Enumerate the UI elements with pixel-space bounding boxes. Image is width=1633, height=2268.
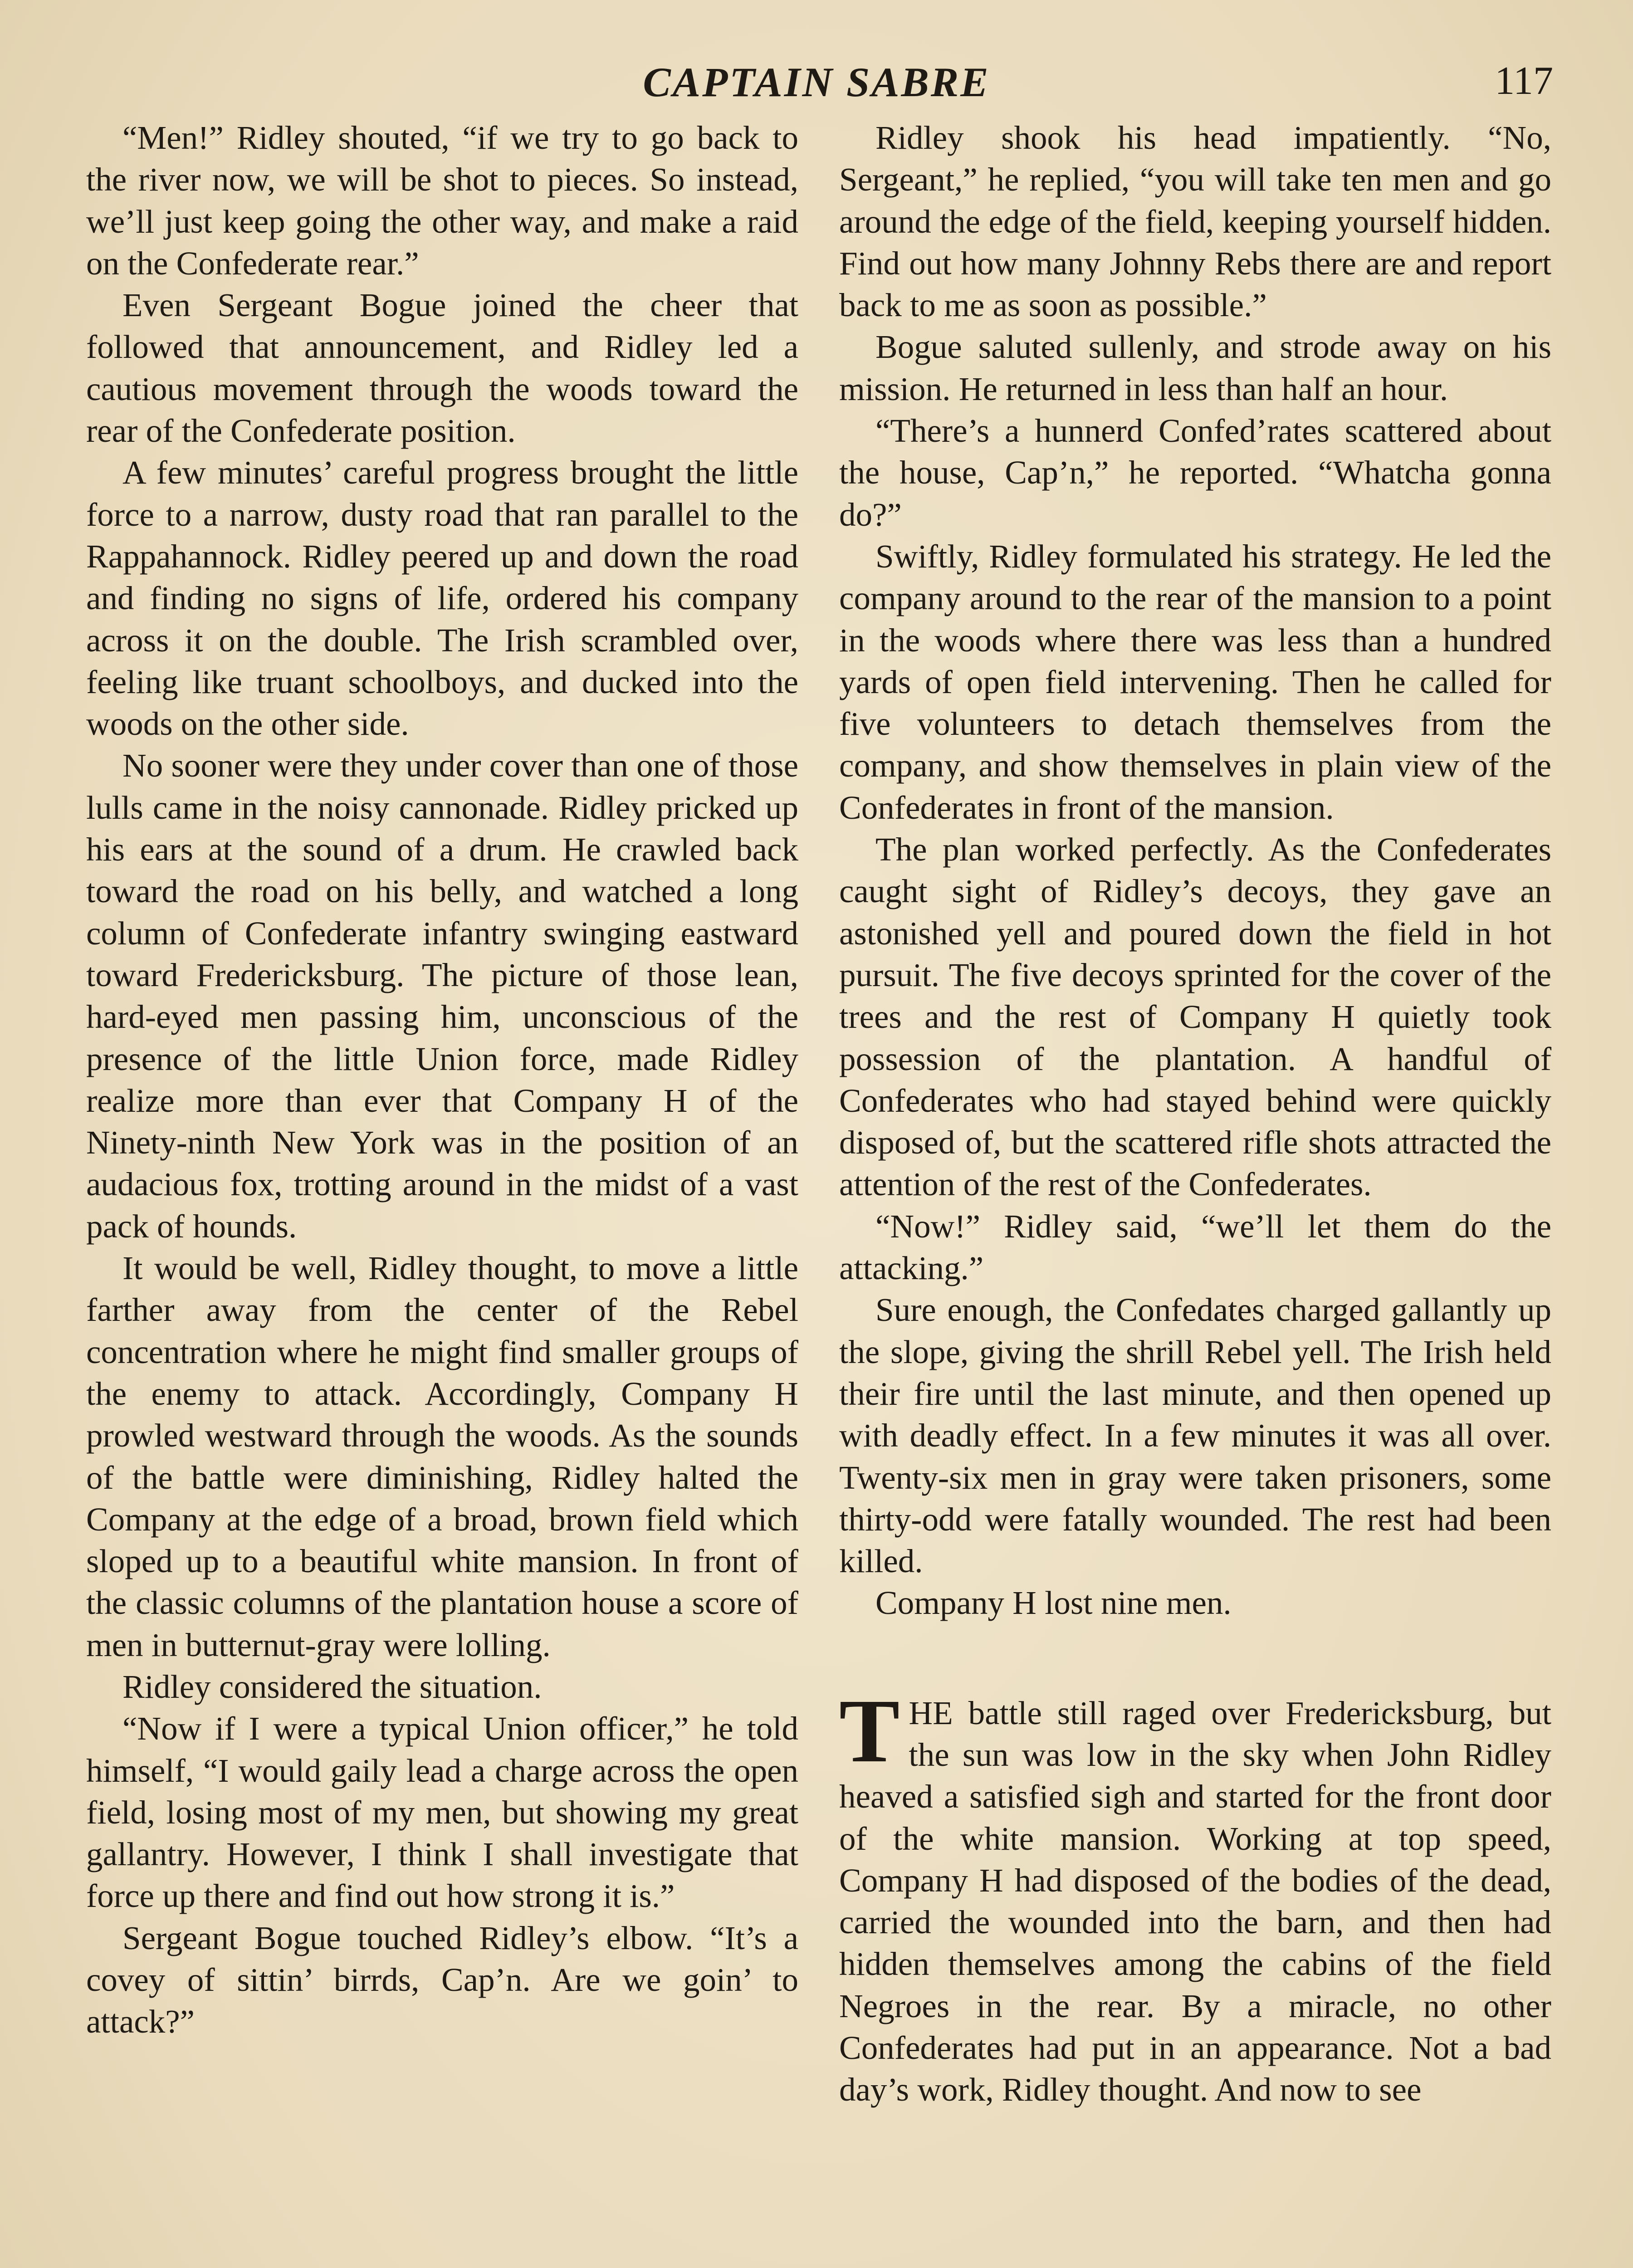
paragraph: Ridley considered the situation.: [122, 1668, 542, 1705]
paragraph: “Now!” Ridley said, “we’ll let them do the attacking.”: [839, 1207, 1551, 1287]
paragraph: “There’s a hunnerd Confed’rates scattered about the house, Cap’n,” he reported. “Whatcha gonna do?”: [839, 412, 1551, 533]
paragraph: “Men!” Ridley shouted, “if we try to go back to the river now, we will be shot to pieces. So instead, we’ll just keep going the other way, and make a raid on the Confederate rear.”: [86, 119, 798, 282]
paragraph: The plan worked perfectly. As the Confederates caught sight of Ridley’s decoys, they gave an astonished yell and poured down the field in hot pursuit. The five decoys sprinted for the cover of the trees and the rest of Company H quietly took possession of the plantation. A handful of Confederates who had stayed behind were quickly disposed of, but the scattered rifle shots attracted the attention of the rest of the Confederates.: [839, 831, 1551, 1203]
section-start-paragraph: [839, 1681, 1551, 2111]
left-column: [86, 117, 798, 2268]
paragraph: Sure enough, the Confedates charged gallantly up the slope, giving the shrill Rebel yell. The Irish held their fire until the last minute, and then opened up with deadly effect. In a few minutes it was all over. Twenty-six men in gray were taken prisoners, some thirty-odd were fatally wounded. The rest had been killed.: [839, 1291, 1551, 1580]
paragraph: Ridley shook his head impatiently. “No, Sergeant,” he replied, “you will take ten men and go around the edge of the field, keeping yourself hidden. Find out how many Johnny Rebs there are and report back to me as soon as possible.”: [839, 119, 1551, 324]
page-number: 117: [1495, 59, 1553, 103]
paragraph: It would be well, Ridley thought, to move a little farther away from the center of the Rebel concentration where he might find smaller groups of the enemy to attack. Accordingly, Company H prowled westward through the woods. As the sounds of the battle were diminishing, Ridley halted the Company at the edge of a broad, brown field which sloped up to a beautiful white mansion. In front of the classic columns of the plantation house a score of men in butternut-gray were lolling.: [86, 1250, 798, 1663]
right-column: [839, 117, 1551, 2268]
paragraph: No sooner were they under cover than one of those lulls came in the noisy cannonade. Ridley pricked up his ears at the sound of a drum. He crawled back toward the road on his belly, and watched a long column of Confederate infantry swinging eastward toward Fredericksburg. The picture of those lean, hard-eyed men passing him, unconscious of the presence of the little Union force, made Ridley realize more than ever that Company H of the Ninety-ninth New York was in the position of an audacious fox, trotting around in the midst of a vast pack of hounds.: [86, 747, 798, 1245]
paragraph: A few minutes’ careful progress brought the little force to a narrow, dusty road that ran parallel to the Rappahannock. Ridley peered up and down the road and finding no signs of life, ordered his company across it on the double. The Irish scrambled over, feeling like truant schoolboys, and ducked into the woods on the other side.: [86, 454, 798, 743]
paragraph: Sergeant Bogue touched Ridley’s elbow. “It’s a covey of sittin’ birrds, Cap’n. Are we goin’ to attack?”: [86, 1919, 798, 2040]
paragraph: Even Sergeant Bogue joined the cheer that followed that announcement, and Ridley led a cautious movement through the woods toward the rear of the Confederate position.: [86, 287, 798, 450]
page-header: [0, 54, 1633, 109]
paragraph: Swiftly, Ridley formulated his strategy. He led the company around to the rear of the mansion to a point in the woods where there was less than a hundred yards of open field intervening. Then he called for five volunteers to detach themselves from the company, and show themselves in plain view of the Confederates in front of the mansion.: [839, 538, 1551, 826]
paragraph: “Now if I were a typical Union officer,” he told himself, “I would gaily lead a charge across the open field, losing most of my men, but showing my great gallantry. However, I think I shall investigate that force up there and find out how strong it is.”: [86, 1710, 798, 1915]
paragraph: Bogue saluted sullenly, and strode away on his mission. He returned in less than half an hour.: [839, 328, 1551, 407]
paragraph: Company H lost nine men.: [875, 1584, 1232, 1622]
running-title: CAPTAIN SABRE: [643, 59, 990, 105]
section-break: [839, 1624, 1551, 1692]
section-start-text: HE battle still raged over Fredericksburg, but the sun was low in the sky when John Ridley heaved a satisfied sigh and started for the front door of the white mansion. Working at top speed, Company H had disposed of the bodies of the dead, carried the wounded into the barn, and then had hidden themselves among the cabins of the field Negroes in the rear. By a miracle, no other Confederates had put in an appearance. Not a bad day’s work, Ridley thought. And now to see: [839, 1694, 1551, 2108]
drop-cap: T: [839, 1681, 900, 1781]
